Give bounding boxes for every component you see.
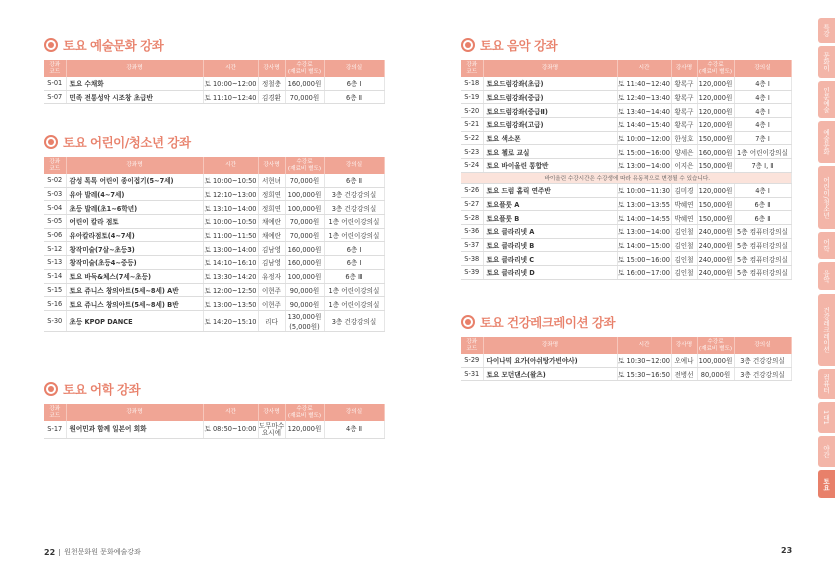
course-name: 토요플룻 B: [483, 211, 617, 225]
section-title-arts: 토요 예술문화 강좌: [44, 36, 385, 54]
course-fee: 160,000원: [697, 145, 734, 159]
course-fee: 70,000원: [285, 174, 324, 187]
course-teacher: 오예나: [671, 354, 697, 367]
course-name: 토요드럼강좌(초급): [483, 77, 617, 90]
course-code: S-26: [461, 183, 483, 197]
course-room: 1층 어린이강의실: [324, 215, 384, 229]
course-time: 토 14:10~16:10: [203, 256, 258, 270]
course-code: S-07: [44, 90, 66, 104]
page-number-left: 22: [44, 547, 56, 557]
course-name: 토요 모던댄스(왈츠): [483, 367, 617, 381]
course-name: 민족 전통성악 시조창 초급반: [66, 90, 203, 104]
course-room: 5층 컴퓨터강의실: [734, 238, 791, 252]
table-row: [44, 174, 384, 187]
course-code: S-31: [461, 367, 483, 381]
course-code: S-27: [461, 197, 483, 211]
section-kids: [44, 133, 385, 332]
table-row: [44, 228, 384, 242]
col-header-time: 시간: [617, 337, 671, 354]
course-room: 6층 Ⅰ: [324, 77, 384, 90]
course-teacher: 김인철: [671, 252, 697, 266]
section-music: [461, 36, 792, 280]
table-row: [461, 90, 791, 104]
col-header-code: 강좌 코드: [461, 337, 483, 354]
course-fee: 150,000원: [697, 211, 734, 225]
course-room: 4층 Ⅰ: [734, 104, 791, 118]
table-row: [461, 145, 791, 159]
course-name: 토요 쥬니스 창의아트(5세~8세) B반: [66, 297, 203, 311]
course-name: 원어민과 함께 일본어 회화: [66, 421, 203, 439]
footer-publication: 원천문화원 문화예술강좌: [64, 548, 141, 556]
course-code: S-29: [461, 354, 483, 367]
course-code: S-22: [461, 131, 483, 145]
course-name: 초등 발레(초1~6학년): [66, 201, 203, 215]
notice-text: 바이올린 수강시간은 수강생에 따라 유동적으로 변경될 수 있습니다.: [461, 172, 791, 183]
course-room: 6층 Ⅱ: [734, 197, 791, 211]
course-time: 토 14:40~15:40: [617, 118, 671, 132]
col-header-time: 시간: [203, 157, 258, 174]
section-title-music: 토요 음악 강좌: [461, 36, 792, 54]
col-header-name: 강좌명: [483, 337, 617, 354]
course-time: 토 14:00~14:55: [617, 211, 671, 225]
course-code: S-39: [461, 265, 483, 279]
course-time: 토 15:00~16:00: [617, 145, 671, 159]
table-row: [461, 252, 791, 266]
course-table-kids: [44, 157, 385, 332]
course-room: 6층 Ⅰ: [324, 242, 384, 256]
page-number-right: 23: [781, 546, 793, 555]
col-header-teacher: 강사명: [671, 60, 697, 77]
course-code: S-38: [461, 252, 483, 266]
col-header-code: 강좌 코드: [44, 60, 66, 77]
table-row: [44, 187, 384, 201]
table-row: [461, 354, 791, 367]
side-tab-11[interactable]: 토요: [818, 470, 835, 498]
course-name: 토요플룻 A: [483, 197, 617, 211]
course-time: 토 13:00~14:00: [203, 242, 258, 256]
course-time: 토 10:00~11:30: [617, 183, 671, 197]
table-header: [44, 157, 384, 174]
course-fee: 120,000원: [697, 77, 734, 90]
side-tab-4[interactable]: 어린이/청소년: [818, 166, 835, 229]
course-table-language: [44, 404, 385, 439]
side-tab-2[interactable]: 인문예술: [818, 81, 835, 118]
course-code: S-14: [44, 269, 66, 283]
course-code: S-02: [44, 174, 66, 187]
course-time: 토 10:00~10:50: [203, 174, 258, 187]
table-header: [461, 337, 791, 354]
course-fee: 70,000원: [285, 215, 324, 229]
side-tab-7[interactable]: 건강레크레이션: [818, 294, 835, 366]
course-room: 4층 Ⅱ: [324, 421, 384, 439]
col-header-room: 강의실: [734, 60, 791, 77]
course-time: 토 12:00~12:50: [203, 283, 258, 297]
course-fee: 120,000원: [697, 90, 734, 104]
course-time: 토 13:10~14:00: [203, 201, 258, 215]
col-header-name: 강좌명: [66, 60, 203, 77]
course-name: 감성 톡톡 어린이 종이접기(5~7세): [66, 174, 203, 187]
course-time: 토 12:40~13:40: [617, 90, 671, 104]
course-name: 토요 클라리넷 A: [483, 224, 617, 238]
course-fee: 100,000원: [697, 354, 734, 367]
course-teacher: 채예란: [258, 215, 285, 229]
circle-bullet-icon: [44, 135, 58, 149]
col-header-time: 시간: [617, 60, 671, 77]
course-code: S-17: [44, 421, 66, 439]
course-teacher: 도무마수 요시에: [258, 421, 285, 437]
table-row: [461, 77, 791, 90]
course-table-arts: [44, 60, 385, 104]
course-code: S-36: [461, 224, 483, 238]
course-teacher: 양세은: [671, 145, 697, 159]
table-row: [461, 224, 791, 238]
course-teacher: 이현주: [258, 283, 285, 297]
col-header-code: 강좌 코드: [461, 60, 483, 77]
side-tab-10[interactable]: 야간: [818, 436, 835, 467]
course-fee: 90,000원: [285, 283, 324, 297]
col-header-code: 강좌 코드: [44, 404, 66, 421]
table-header: [461, 60, 791, 77]
col-header-room: 강의실: [324, 157, 384, 174]
table-row: [461, 367, 791, 381]
course-fee: 150,000원: [697, 197, 734, 211]
course-name: 창작미술(초등4~중등): [66, 256, 203, 270]
course-name: 토요 바이올린 통합반: [483, 159, 617, 173]
side-tab-5[interactable]: 어학: [818, 232, 835, 259]
course-room: 1층 어린이강의실: [324, 283, 384, 297]
course-teacher: 황록구: [671, 77, 697, 90]
course-fee: 120,000원: [285, 421, 324, 439]
course-fee: 150,000원: [697, 159, 734, 173]
course-time: 토 11:10~12:40: [203, 90, 258, 104]
course-time: 토 13:00~14:00: [617, 159, 671, 173]
table-row: [44, 421, 384, 439]
table-row: [461, 211, 791, 225]
course-fee: 240,000원: [697, 252, 734, 266]
course-code: S-12: [44, 242, 66, 256]
section-title-language: 토요 어학 강좌: [44, 380, 385, 398]
course-name: 토요 바둑&체스(7세~초등): [66, 269, 203, 283]
course-fee: 100,000원: [285, 187, 324, 201]
course-fee: 70,000원: [285, 228, 324, 242]
side-tab-6[interactable]: 음악: [818, 262, 835, 290]
col-header-room: 강의실: [734, 337, 791, 354]
table-header: [44, 60, 384, 77]
col-header-teacher: 강사명: [258, 157, 285, 174]
section-arts: [44, 36, 385, 104]
footer-left: [44, 547, 141, 557]
course-room: 3층 건강강의실: [324, 310, 384, 331]
course-fee: 100,000원: [285, 201, 324, 215]
section-language: [44, 380, 385, 439]
course-time: 토 10:30~12:00: [617, 354, 671, 367]
course-teacher: 이지은: [671, 159, 697, 173]
col-header-time: 시간: [203, 404, 258, 421]
course-table-music: [461, 60, 792, 280]
course-room: 3층 건강강의실: [324, 187, 384, 201]
table-row: [44, 283, 384, 297]
side-tab-0[interactable]: 특강: [818, 18, 835, 43]
course-code: S-21: [461, 118, 483, 132]
course-code: S-18: [461, 77, 483, 90]
course-time: 토 08:50~10:00: [203, 421, 258, 439]
course-code: S-24: [461, 159, 483, 173]
course-fee: 70,000원: [285, 90, 324, 104]
course-room: 4층 Ⅰ: [734, 77, 791, 90]
table-row: [44, 77, 384, 90]
course-code: S-03: [44, 187, 66, 201]
course-fee: 120,000원: [697, 183, 734, 197]
course-code: S-30: [44, 310, 66, 331]
course-code: S-19: [461, 90, 483, 104]
course-time: 토 10:00~12:00: [617, 131, 671, 145]
course-fee: 160,000원: [285, 256, 324, 270]
course-time: 토 10:00~10:50: [203, 215, 258, 229]
col-header-fee: 수강료 (재료비 별도): [697, 60, 734, 77]
section-title-kids: 토요 어린이/청소년 강좌: [44, 133, 385, 151]
table-row: [461, 118, 791, 132]
course-name: 유아 발레(4~7세): [66, 187, 203, 201]
course-room: 6층 Ⅱ: [324, 90, 384, 104]
course-time: 토 10:00~12:00: [203, 77, 258, 90]
course-fee: 240,000원: [697, 224, 734, 238]
course-name: 토요드럼강좌(중급Ⅱ): [483, 104, 617, 118]
course-name: 토요 쥬니스 창의아트(5세~8세) A반: [66, 283, 203, 297]
col-header-name: 강좌명: [483, 60, 617, 77]
course-teacher: 김인철: [671, 265, 697, 279]
course-teacher: 한성호: [671, 131, 697, 145]
col-header-fee: 수강료 (재료비 별도): [697, 337, 734, 354]
course-fee: 100,000원: [285, 269, 324, 283]
course-room: 1층 어린이강의실: [324, 228, 384, 242]
course-name: 초등 KPOP DANCE: [66, 310, 203, 331]
course-code: S-01: [44, 77, 66, 90]
course-teacher: 정희연: [258, 187, 285, 201]
table-header: [44, 404, 384, 421]
table-row: [461, 159, 791, 173]
course-teacher: 이현주: [258, 297, 285, 311]
footer-divider: [59, 549, 60, 556]
course-fee: 90,000원: [285, 297, 324, 311]
course-teacher: 채예란: [258, 228, 285, 242]
course-name: 토요 첼로 교실: [483, 145, 617, 159]
course-room: 3층 건강강의실: [324, 201, 384, 215]
course-room: 3층 건강강의실: [734, 367, 791, 381]
course-time: 토 11:40~12:40: [617, 77, 671, 90]
course-name: 토요 클라리넷 C: [483, 252, 617, 266]
table-row: [461, 104, 791, 118]
course-name: 토요 수채화: [66, 77, 203, 90]
course-teacher: 박혜연: [671, 197, 697, 211]
section-health: [461, 313, 792, 381]
table-row: [461, 265, 791, 279]
col-header-teacher: 강사명: [671, 337, 697, 354]
course-code: S-20: [461, 104, 483, 118]
course-time: 토 13:00~14:00: [617, 224, 671, 238]
side-tab-9[interactable]: 1대1: [818, 402, 835, 433]
course-code: S-37: [461, 238, 483, 252]
col-header-teacher: 강사명: [258, 404, 285, 421]
col-header-fee: 수강료 (재료비 별도): [285, 404, 324, 421]
course-code: S-15: [44, 283, 66, 297]
course-name: 토요드럼강좌(중급): [483, 90, 617, 104]
table-row: [461, 183, 791, 197]
course-room: 6층 Ⅱ: [734, 211, 791, 225]
course-name: 토요 클라리넷 D: [483, 265, 617, 279]
course-time: 토 16:00~17:00: [617, 265, 671, 279]
col-header-room: 강의실: [324, 60, 384, 77]
circle-bullet-icon: [461, 315, 475, 329]
col-header-name: 강좌명: [66, 404, 203, 421]
course-room: 4층 Ⅰ: [734, 90, 791, 104]
course-room: 5층 컴퓨터강의실: [734, 252, 791, 266]
course-time: 토 11:00~11:50: [203, 228, 258, 242]
course-room: 6층 Ⅲ: [324, 269, 384, 283]
course-fee: 120,000원: [697, 118, 734, 132]
course-time: 토 12:10~13:00: [203, 187, 258, 201]
course-room: 4층 Ⅰ: [734, 118, 791, 132]
course-name: 다이나믹 요가(아쉬탕가빈야사): [483, 354, 617, 367]
col-header-room: 강의실: [324, 404, 384, 421]
course-fee: 240,000원: [697, 238, 734, 252]
col-header-code: 강좌 코드: [44, 157, 66, 174]
course-code: S-13: [44, 256, 66, 270]
course-teacher: 황록구: [671, 90, 697, 104]
course-code: S-23: [461, 145, 483, 159]
course-time: 토 14:20~15:10: [203, 310, 258, 331]
course-teacher: 리다: [258, 310, 285, 331]
course-name: 창작미술(7살~초등3): [66, 242, 203, 256]
course-name: 토요 클라리넷 B: [483, 238, 617, 252]
course-fee: 130,000원 (5,000원): [285, 310, 324, 331]
table-row: [461, 238, 791, 252]
notice-row: [461, 172, 791, 183]
course-code: S-05: [44, 215, 66, 229]
course-time: 토 15:00~16:00: [617, 252, 671, 266]
col-header-time: 시간: [203, 60, 258, 77]
table-row: [461, 197, 791, 211]
course-teacher: 황록구: [671, 104, 697, 118]
course-teacher: 김남영: [258, 242, 285, 256]
course-time: 토 15:30~16:50: [617, 367, 671, 381]
course-teacher: 유정자: [258, 269, 285, 283]
course-room: 1층 어린이강의실: [734, 145, 791, 159]
course-teacher: 김인철: [671, 238, 697, 252]
col-header-fee: 수강료 (재료비 별도): [285, 60, 324, 77]
course-teacher: 김남영: [258, 256, 285, 270]
course-room: 6층 Ⅱ: [324, 174, 384, 187]
course-code: S-16: [44, 297, 66, 311]
course-teacher: 박혜연: [671, 211, 697, 225]
course-time: 토 13:00~13:50: [203, 297, 258, 311]
course-name: 어린이 칼라 점토: [66, 215, 203, 229]
course-room: 6층 Ⅰ: [324, 256, 384, 270]
side-tab-3[interactable]: 예술문화: [818, 121, 835, 163]
course-fee: 150,000원: [697, 131, 734, 145]
circle-bullet-icon: [44, 382, 58, 396]
course-teacher: 서현녀: [258, 174, 285, 187]
course-name: 토요 색소폰: [483, 131, 617, 145]
table-row: [44, 201, 384, 215]
table-row: [44, 242, 384, 256]
course-fee: 120,000원: [697, 104, 734, 118]
side-tab-1[interactable]: 문화이: [818, 46, 835, 78]
circle-bullet-icon: [461, 38, 475, 52]
course-fee: 240,000원: [697, 265, 734, 279]
course-room: 5층 컴퓨터강의실: [734, 224, 791, 238]
course-teacher: 김경환: [258, 90, 285, 104]
col-header-fee: 수강료 (재료비 별도): [285, 157, 324, 174]
course-name: 유아칼라점토(4~7세): [66, 228, 203, 242]
course-teacher: 김미경: [671, 183, 697, 197]
course-room: 7층 Ⅰ, Ⅱ: [734, 159, 791, 173]
table-row: [461, 131, 791, 145]
table-row: [44, 90, 384, 104]
course-code: S-28: [461, 211, 483, 225]
course-room: 4층 Ⅰ: [734, 183, 791, 197]
course-name: 토요 드럼 홈릭 연주반: [483, 183, 617, 197]
course-teacher: 전병선: [671, 367, 697, 381]
course-fee: 160,000원: [285, 77, 324, 90]
course-teacher: 황록구: [671, 118, 697, 132]
col-header-name: 강좌명: [66, 157, 203, 174]
circle-bullet-icon: [44, 38, 58, 52]
course-table-health: [461, 337, 792, 381]
course-name: 토요드럼강좌(고급): [483, 118, 617, 132]
course-teacher: 김인철: [671, 224, 697, 238]
course-room: 3층 건강강의실: [734, 354, 791, 367]
table-row: [44, 269, 384, 283]
course-time: 토 13:30~14:20: [203, 269, 258, 283]
table-row: [44, 310, 384, 331]
course-room: 5층 컴퓨터강의실: [734, 265, 791, 279]
course-teacher: 정철충: [258, 77, 285, 90]
course-teacher: 정희연: [258, 201, 285, 215]
table-row: [44, 256, 384, 270]
section-title-health: 토요 건강레크레이션 강좌: [461, 313, 792, 331]
course-time: 토 14:00~15:00: [617, 238, 671, 252]
course-room: 1층 어린이강의실: [324, 297, 384, 311]
course-fee: 160,000원: [285, 242, 324, 256]
course-code: S-06: [44, 228, 66, 242]
course-fee: 80,000원: [697, 367, 734, 381]
course-time: 토 13:00~13:55: [617, 197, 671, 211]
course-code: S-04: [44, 201, 66, 215]
course-room: 7층 Ⅰ: [734, 131, 791, 145]
course-time: 토 13:40~14:40: [617, 104, 671, 118]
table-row: [44, 297, 384, 311]
table-row: [44, 215, 384, 229]
col-header-teacher: 강사명: [258, 60, 285, 77]
side-tab-8[interactable]: 컴퓨터: [818, 369, 835, 399]
